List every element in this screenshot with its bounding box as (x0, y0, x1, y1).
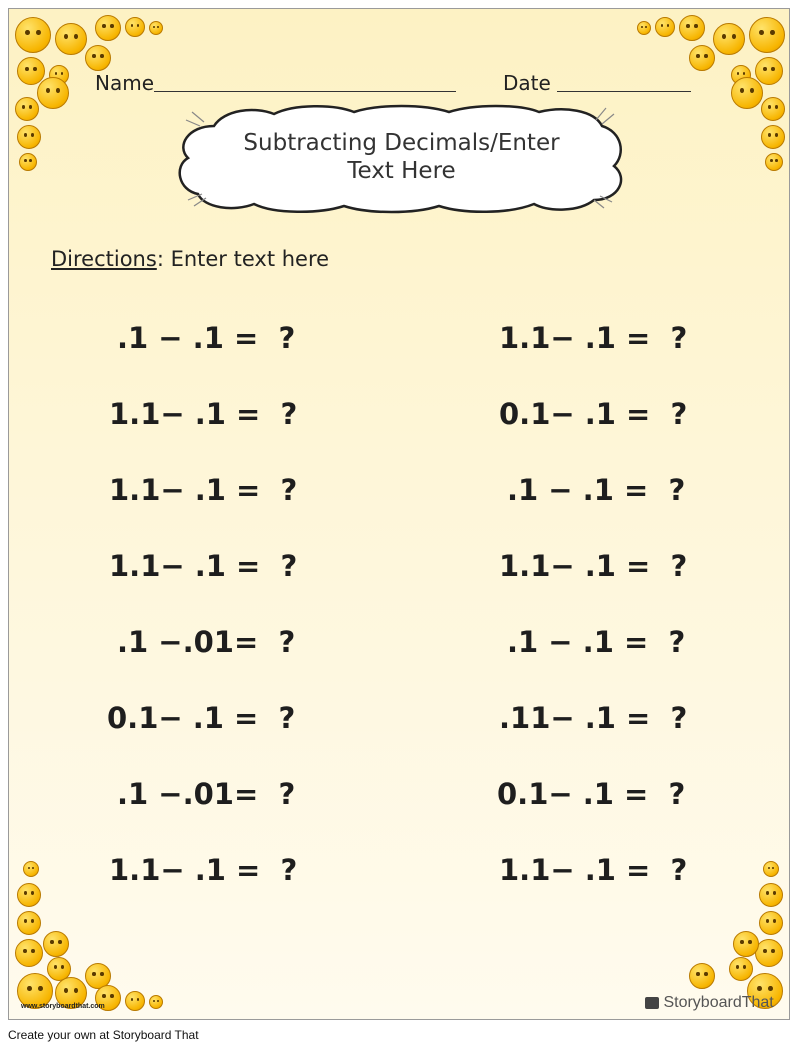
problem-left-4: 1.1− .1 = ? (109, 549, 298, 583)
emoji-icon (763, 861, 779, 877)
emoji-icon (761, 125, 785, 149)
storyboard-logo-icon (645, 997, 659, 1009)
emoji-icon (17, 883, 41, 907)
emoji-icon (765, 153, 783, 171)
emoji-icon (149, 21, 163, 35)
directions (51, 247, 329, 271)
date-label: Date (503, 71, 551, 95)
footer-link[interactable]: Create your own at Storyboard That (8, 1028, 199, 1042)
name-label: Name (95, 71, 155, 95)
emoji-icon (689, 45, 715, 71)
emoji-icon (17, 125, 41, 149)
problem-left-7: .1 −.01= ? (117, 777, 296, 811)
emoji-icon (679, 15, 705, 41)
watermark-brand: StoryboardThat (663, 994, 774, 1011)
emoji-icon (37, 77, 69, 109)
emoji-icon (713, 23, 745, 55)
emoji-icon (125, 17, 145, 37)
emoji-icon (15, 939, 43, 967)
emoji-icon (729, 957, 753, 981)
emoji-icon (689, 963, 715, 989)
problem-right-3: .1 − .1 = ? (507, 473, 686, 507)
emoji-icon (85, 45, 111, 71)
problem-right-7: 0.1− .1 = ? (497, 777, 686, 811)
title-line-1: Subtracting Decimals/Enter (243, 130, 560, 156)
name-line[interactable] (154, 91, 456, 92)
emoji-icon (149, 995, 163, 1009)
problem-left-5: .1 −.01= ? (117, 625, 296, 659)
emoji-icon (43, 931, 69, 957)
problem-left-1: .1 − .1 = ? (117, 321, 296, 355)
title-line-2: Text Here (347, 158, 456, 184)
worksheet-page (8, 8, 790, 1020)
emoji-icon (15, 17, 51, 53)
emoji-icon (761, 97, 785, 121)
date-line[interactable] (557, 91, 691, 92)
emoji-icon (749, 17, 785, 53)
directions-label: Directions (51, 247, 157, 271)
problem-left-6: 0.1− .1 = ? (107, 701, 296, 735)
watermark-logo (645, 994, 774, 1012)
emoji-icon (755, 57, 783, 85)
emoji-icon (759, 883, 783, 907)
problem-left-3: 1.1− .1 = ? (109, 473, 298, 507)
emoji-icon (17, 911, 41, 935)
emoji-icon (15, 97, 39, 121)
watermark-url: www.storyboardthat.com (21, 1003, 105, 1010)
emoji-icon (125, 991, 145, 1011)
emoji-icon (95, 15, 121, 41)
emoji-icon (637, 21, 651, 35)
emoji-icon (23, 861, 39, 877)
emoji-icon (655, 17, 675, 37)
problem-left-2: 1.1− .1 = ? (109, 397, 298, 431)
emoji-icon (731, 77, 763, 109)
emoji-icon (733, 931, 759, 957)
problem-right-6: .11− .1 = ? (499, 701, 688, 735)
emoji-icon (55, 23, 87, 55)
emoji-icon (755, 939, 783, 967)
problem-right-5: .1 − .1 = ? (507, 625, 686, 659)
problem-right-8: 1.1− .1 = ? (499, 853, 688, 887)
problem-right-2: 0.1− .1 = ? (499, 397, 688, 431)
emoji-icon (759, 911, 783, 935)
problem-left-8: 1.1− .1 = ? (109, 853, 298, 887)
worksheet-title (174, 129, 629, 185)
problem-right-4: 1.1− .1 = ? (499, 549, 688, 583)
directions-text: : Enter text here (156, 247, 330, 271)
problem-right-1: 1.1− .1 = ? (499, 321, 688, 355)
emoji-icon (19, 153, 37, 171)
